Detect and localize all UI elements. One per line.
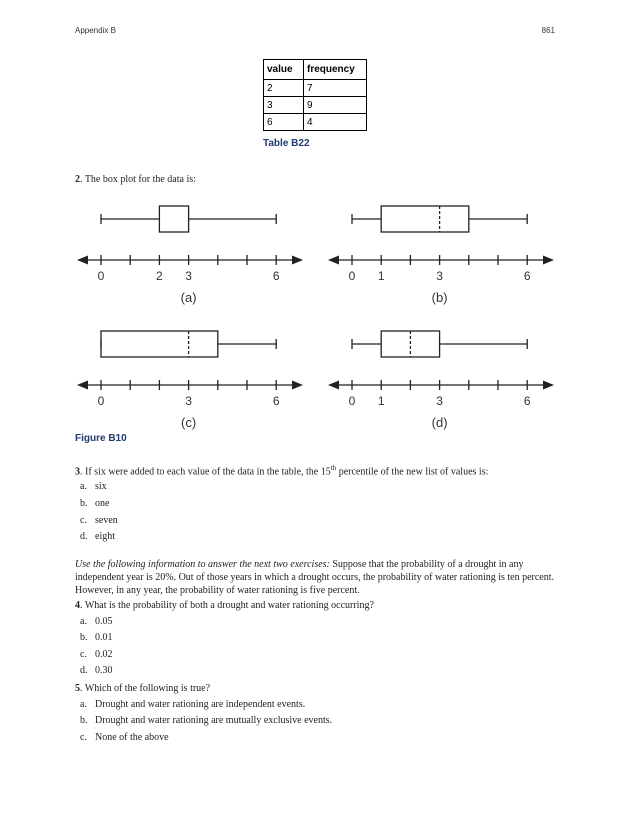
question-2: [75, 173, 560, 186]
page-number: 861: [541, 26, 555, 35]
option-label: a.: [80, 481, 87, 492]
question-4: [75, 599, 560, 612]
option-text: Drought and water rationing are mutually exclusive events.: [95, 715, 333, 726]
list-item: [80, 665, 113, 676]
left-arrow-icon: [77, 256, 88, 265]
option-label: c.: [80, 515, 87, 526]
tick-label: 2: [156, 269, 163, 283]
list-item: [80, 481, 107, 492]
frequency-table: [263, 59, 367, 131]
plot-label: (d): [431, 415, 448, 430]
table-row: [264, 114, 367, 131]
question-text-end: percentile of the new list of values is:: [336, 466, 489, 478]
tick-label: 0: [348, 269, 356, 283]
option-text: 0.30: [95, 665, 113, 676]
box-plot-b: [326, 200, 556, 310]
option-text: None of the above: [95, 732, 169, 743]
option-text: eight: [95, 531, 115, 542]
right-arrow-icon: [543, 256, 554, 265]
question-number: 4: [75, 600, 80, 611]
box: [381, 206, 469, 232]
table-row: [264, 80, 367, 97]
table-caption: Table B22: [263, 138, 310, 149]
list-item: [80, 515, 118, 526]
list-item: [80, 732, 169, 743]
plot-label: (c): [181, 415, 197, 430]
box: [159, 206, 188, 232]
tick-label: 3: [436, 394, 443, 408]
question-number: 3: [75, 466, 80, 478]
list-item: [80, 616, 113, 627]
box-plot-a: [75, 200, 305, 310]
table-header-frequency: frequency: [304, 60, 367, 80]
info-paragraph: [75, 558, 560, 597]
table-row: [264, 97, 367, 114]
option-label: a.: [80, 616, 87, 627]
tick-label: 3: [185, 394, 192, 408]
question-number: 2: [75, 174, 80, 185]
box-plot-c: [75, 325, 305, 435]
option-label: c.: [80, 649, 87, 660]
option-text: Drought and water rationing are independent events.: [95, 699, 306, 710]
header-left: Appendix B: [75, 26, 116, 35]
table-header-row: [264, 60, 367, 80]
plot-label: (b): [431, 290, 448, 305]
table-cell: 4: [304, 114, 367, 131]
option-label: d.: [80, 665, 88, 676]
option-text: 0.02: [95, 649, 113, 660]
tick-label: 0: [348, 394, 356, 408]
right-arrow-icon: [543, 381, 554, 390]
info-lead: Use the following information to answer the next two exercises:: [75, 559, 330, 570]
question-3: [75, 462, 560, 478]
tick-label: 1: [377, 394, 385, 408]
option-label: d.: [80, 531, 88, 542]
option-label: b.: [80, 715, 88, 726]
right-arrow-icon: [292, 256, 303, 265]
option-text: one: [95, 498, 110, 509]
left-arrow-icon: [77, 381, 88, 390]
tick-label: 6: [272, 394, 280, 408]
table-cell: 9: [304, 97, 367, 114]
left-arrow-icon: [328, 256, 339, 265]
tick-label: 1: [377, 269, 385, 283]
list-item: [80, 632, 113, 643]
table-cell: 6: [264, 114, 304, 131]
tick-label: 0: [97, 269, 105, 283]
table-cell: 2: [264, 80, 304, 97]
option-label: a.: [80, 699, 87, 710]
question-text: . The box plot for the data is:: [80, 174, 196, 185]
list-item: [80, 715, 332, 726]
tick-label: 6: [523, 269, 531, 283]
superscript: th: [330, 464, 337, 472]
question-text: . If six were added to each value of the data in the table, the 15: [80, 466, 331, 478]
option-text: 0.05: [95, 616, 113, 627]
box: [101, 331, 218, 357]
tick-label: 6: [272, 269, 280, 283]
list-item: [80, 649, 113, 660]
option-label: b.: [80, 498, 88, 509]
list-item: [80, 531, 115, 542]
tick-label: 0: [97, 394, 105, 408]
table-cell: 7: [304, 80, 367, 97]
table-cell: 3: [264, 97, 304, 114]
option-text: six: [95, 481, 107, 492]
tick-label: 3: [185, 269, 192, 283]
option-text: seven: [95, 515, 118, 526]
left-arrow-icon: [328, 381, 339, 390]
right-arrow-icon: [292, 381, 303, 390]
option-label: b.: [80, 632, 88, 643]
option-text: 0.01: [95, 632, 113, 643]
plot-label: (a): [180, 290, 197, 305]
question-5: [75, 682, 560, 695]
question-text: . What is the probability of both a drought and water rationing occurring?: [80, 600, 374, 611]
box-plot-d: [326, 325, 556, 435]
question-text: . Which of the following is true?: [80, 683, 211, 694]
info-text: Suppose that the probability of a drought in any independent year is 20%. Out of those years in which a drought occurs, the probability of water rationing is ten percent. However, in any year, the probability of water rationing is five percent.: [75, 559, 555, 596]
question-number: 5: [75, 683, 80, 694]
option-label: c.: [80, 732, 87, 743]
tick-label: 6: [523, 394, 531, 408]
figure-caption: Figure B10: [75, 433, 127, 444]
tick-label: 3: [436, 269, 443, 283]
table-header-value: value: [264, 60, 304, 80]
list-item: [80, 699, 305, 710]
list-item: [80, 498, 109, 509]
